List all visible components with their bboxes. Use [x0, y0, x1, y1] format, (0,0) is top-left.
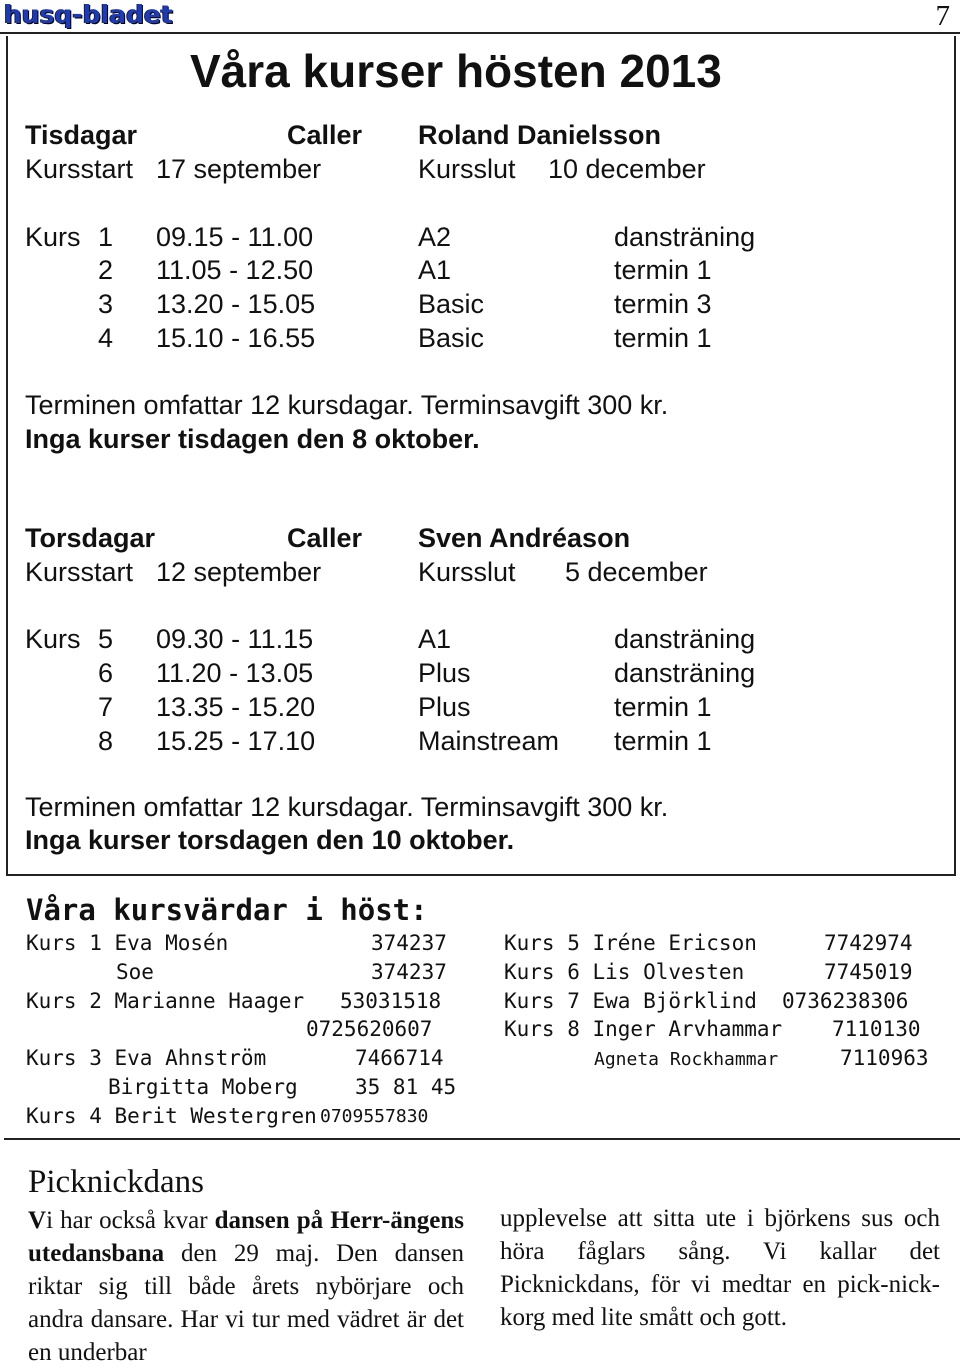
course-number: 7	[98, 692, 114, 722]
course-time: 13.35 - 15.20	[156, 692, 316, 722]
host-name: Kurs 5 Iréne Ericson	[504, 931, 757, 955]
course-type: termin 1	[614, 692, 712, 722]
host-phone: 374237	[371, 931, 447, 955]
host-name: Kurs 1 Eva Mosén	[26, 931, 229, 955]
article-title: Picknickdans	[28, 1164, 204, 1200]
course-label: Kurs	[25, 624, 81, 654]
course-type: termin 1	[614, 323, 712, 353]
host-phone: 0725620607	[306, 1017, 433, 1041]
host-phone: 7742974	[824, 931, 913, 955]
course-type: dansträning	[614, 222, 756, 252]
masthead-logo: husq-bladet	[4, 0, 173, 29]
course-number: 6	[98, 658, 114, 688]
course-time: 13.20 - 15.05	[156, 289, 316, 319]
host-phone: 7110963	[840, 1046, 929, 1070]
course-time: 09.30 - 11.15	[156, 624, 314, 654]
tuesday-note: Terminen omfattar 12 kursdagar. Terminsavgift 300 kr.	[25, 390, 669, 420]
article-column-left	[28, 1204, 464, 1369]
course-type: dansträning	[614, 624, 756, 654]
course-time: 15.10 - 16.55	[156, 323, 316, 353]
host-phone: 0736238306	[782, 989, 909, 1013]
host-name: Kurs 4 Berit Westergren	[26, 1104, 317, 1128]
thursday-start-label: Kursstart	[25, 557, 134, 587]
tuesday-caller-label: Caller	[287, 120, 363, 150]
article-column-right	[500, 1202, 940, 1334]
course-type: dansträning	[614, 658, 756, 688]
course-level: A1	[418, 255, 452, 285]
course-type: termin 1	[614, 255, 712, 285]
tuesday-start-label: Kursstart	[25, 154, 134, 184]
article-text: i har också kvar	[46, 1207, 215, 1234]
thursday-note: Terminen omfattar 12 kursdagar. Terminsavgift 300 kr.	[25, 792, 669, 822]
tuesday-notice: Inga kurser tisdagen den 8 oktober.	[25, 424, 480, 454]
host-phone: 7110130	[832, 1017, 921, 1041]
thursday-day: Torsdagar	[25, 523, 156, 553]
course-level: Basic	[418, 289, 485, 319]
thursday-end-date: 5 december	[565, 557, 708, 587]
host-name: Kurs 6 Lis Olvesten	[504, 960, 745, 984]
page-number: 7	[935, 0, 950, 32]
tuesday-end-label: Kursslut	[418, 154, 516, 184]
thursday-caller-name: Sven Andréason	[418, 523, 631, 553]
drop-cap: V	[28, 1207, 47, 1234]
page-title: Våra kurser hösten 2013	[190, 45, 722, 97]
course-type: termin 1	[614, 726, 712, 756]
host-name: Birgitta Moberg	[108, 1075, 298, 1099]
course-number: 3	[98, 289, 114, 319]
course-type: termin 3	[614, 289, 712, 319]
course-number: 4	[98, 323, 114, 353]
tuesday-end-date: 10 december	[548, 154, 706, 184]
course-level: Basic	[418, 323, 485, 353]
course-time: 15.25 - 17.10	[156, 726, 316, 756]
section-divider	[4, 1138, 960, 1140]
course-level: Plus	[418, 658, 471, 688]
host-name: Kurs 7 Ewa Björklind	[504, 989, 757, 1013]
host-phone: 53031518	[340, 989, 442, 1013]
course-level: A2	[418, 222, 452, 252]
host-phone: 0709557830	[320, 1106, 429, 1127]
course-level: A1	[418, 624, 452, 654]
course-level: Plus	[418, 692, 471, 722]
host-name: Kurs 8 Inger Arvhammar	[504, 1017, 783, 1041]
host-name: Soe	[116, 960, 154, 984]
host-name: Kurs 3 Eva Ahnström	[26, 1046, 267, 1070]
course-number: 2	[98, 255, 114, 285]
host-phone: 7466714	[355, 1046, 444, 1070]
article-paragraph: upplevelse att sitta ute i björkens sus och höra fåglars sång. Vi kallar det Picknickdans, för vi medtar en pick-nick-korg med lite smått och gott.	[500, 1205, 940, 1331]
thursday-caller-label: Caller	[287, 523, 363, 553]
course-level: Mainstream	[418, 726, 560, 756]
course-label: Kurs	[25, 222, 81, 252]
course-number: 8	[98, 726, 114, 756]
host-phone: 7745019	[824, 960, 913, 984]
tuesday-start-date: 17 september	[156, 154, 322, 184]
tuesday-day: Tisdagar	[25, 120, 138, 150]
course-time: 11.20 - 13.05	[156, 658, 314, 688]
tuesday-caller-name: Roland Danielsson	[418, 120, 662, 150]
host-name: Agneta Rockhammar	[594, 1049, 779, 1070]
thursday-start-date: 12 september	[156, 557, 322, 587]
thursday-end-label: Kursslut	[418, 557, 516, 587]
course-time: 09.15 - 11.00	[156, 222, 314, 252]
article-paragraph	[28, 1204, 464, 1369]
host-phone: 35 81 45	[355, 1075, 457, 1099]
course-number: 5	[98, 624, 114, 654]
course-time: 11.05 - 12.50	[156, 255, 314, 285]
host-name: Kurs 2 Marianne Haager	[26, 989, 305, 1013]
hosts-heading: Våra kursvärdar i höst:	[26, 893, 428, 927]
header-rule	[0, 32, 960, 34]
host-phone: 374237	[371, 960, 447, 984]
article-text: den 29 maj. Den dansen riktar sig till både årets nybörjare och andra dansare. Har vi tur med vädret är det en underbar	[28, 1240, 464, 1366]
thursday-notice: Inga kurser torsdagen den 10 oktober.	[25, 825, 515, 855]
course-number: 1	[98, 222, 114, 252]
article-emphasis: dansen på Herr-ängens utedansbana	[28, 1207, 464, 1267]
